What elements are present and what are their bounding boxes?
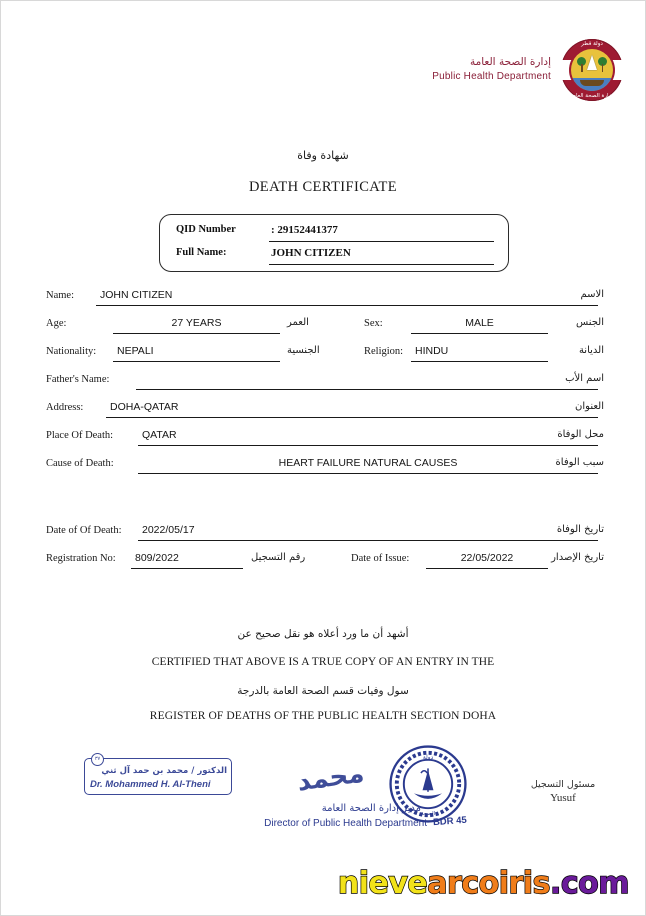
emblem-top-text: دولة قطر: [581, 41, 603, 47]
name-field: [96, 287, 598, 306]
registrar-arabic-label: مسئول التسجيل: [530, 779, 596, 790]
header-arabic-title: إدارة الصحة العامة: [469, 56, 551, 69]
date-of-death-value: 2022/05/17: [142, 524, 195, 536]
father-name-arabic-label: اسم الأب: [565, 373, 604, 384]
certification-line-3-arabic: سول وفيات قسم الصحة العامة بالدرجة: [237, 685, 409, 697]
religion-arabic-label: الديانة: [578, 345, 604, 356]
full-name-field: [269, 245, 494, 265]
emblem-trunk-left: [581, 64, 583, 72]
date-of-issue-value: 22/05/2022: [460, 552, 514, 564]
name-label: Name:: [46, 290, 74, 301]
field-row-registration-issue: [46, 550, 626, 572]
qid-number-value: : 29152441377: [271, 224, 338, 236]
cause-of-death-value: HEART FAILURE NATURAL CAUSES: [278, 457, 458, 469]
certification-line-1-arabic: أشهد أن ما ورد أعلاه هو نقل صحيح عن: [237, 628, 409, 640]
watermark-part-2: arcoiris: [427, 866, 550, 901]
name-arabic-label: الاسم: [580, 289, 604, 300]
full-name-row: [176, 245, 498, 267]
address-arabic-label: العنوان: [575, 401, 604, 412]
father-name-field: [136, 371, 598, 390]
age-arabic-label: العمر: [287, 317, 309, 328]
field-row-age-sex: [46, 315, 626, 337]
doctor-stamp: [84, 758, 232, 795]
certification-line-2-english: CERTIFIED THAT ABOVE IS A TRUE COPY OF AN ENTRY IN THE: [151, 656, 495, 668]
nationality-field: [113, 343, 280, 362]
cause-of-death-label: Cause of Death:: [46, 458, 114, 469]
qid-number-label: QID Number: [176, 224, 236, 235]
emblem-dhow-hull-icon: [580, 80, 604, 86]
certificate-title-english: DEATH CERTIFICATE: [248, 179, 398, 195]
cause-of-death-field: [138, 455, 598, 474]
registration-no-arabic-label: رقم التسجيل: [251, 552, 306, 563]
place-of-death-field: [138, 427, 598, 446]
field-row-father-name: [46, 371, 626, 393]
field-row-date-of-death: [46, 522, 626, 544]
watermark-part-1: nieve: [337, 866, 428, 901]
emblem-trunk-right: [602, 64, 604, 72]
svg-text:دولة: دولة: [422, 755, 434, 762]
doctor-stamp-arabic: الدكتور / محمد بن حمد آل ثني: [101, 766, 227, 776]
date-of-issue-field: [426, 550, 548, 569]
age-field: [113, 315, 280, 334]
document-header: [432, 39, 623, 101]
sex-arabic-label: الجنس: [575, 317, 604, 328]
father-name-label: Father's Name:: [46, 374, 110, 385]
field-row-address: [46, 399, 626, 421]
registrar-block: [503, 779, 623, 804]
nationality-label: Nationality:: [46, 346, 97, 357]
director-arabic-label: مدير إدارة الصحة العامة: [321, 803, 421, 814]
date-of-death-field: [138, 522, 598, 541]
registration-no-field: [131, 550, 243, 569]
nationality-arabic-label: الجنسية: [287, 345, 320, 356]
address-value: DOHA-QATAR: [110, 401, 179, 413]
field-row-cause-of-death: [46, 455, 626, 477]
qid-number-field: [269, 222, 494, 242]
religion-field: [411, 343, 548, 362]
date-of-death-label: Date of Of Death:: [46, 525, 122, 536]
religion-label: Religion:: [364, 346, 404, 357]
site-watermark: [338, 866, 629, 901]
place-of-death-value: QATAR: [142, 429, 177, 441]
nationality-value: NEPALI: [117, 345, 154, 357]
field-row-nationality-religion: [46, 343, 626, 365]
cause-of-death-arabic-label: سبب الوفاة: [555, 457, 604, 468]
emblem-bottom-text: وزارة الصحة العامة: [570, 93, 614, 99]
address-label: Address:: [46, 402, 84, 413]
age-value: 27 YEARS: [171, 317, 222, 329]
sex-label: Sex:: [364, 318, 383, 329]
date-of-death-arabic-label: تاريخ الوفاة: [556, 524, 604, 535]
full-name-value: JOHN CITIZEN: [271, 247, 351, 259]
header-english-title: Public Health Department: [432, 71, 551, 83]
full-name-label: Full Name:: [176, 247, 227, 258]
age-label: Age:: [46, 318, 67, 329]
field-row-place-of-death: [46, 427, 626, 449]
qatar-emblem-icon: [561, 39, 623, 101]
address-field: [106, 399, 598, 418]
sex-value: MALE: [465, 317, 494, 329]
seal-code: BDR 45: [432, 814, 468, 829]
doctor-stamp-badge-icon: ٣٧: [91, 753, 104, 766]
place-of-death-label: Place Of Death:: [46, 430, 114, 441]
certification-line-4-english: REGISTER OF DEATHS OF THE PUBLIC HEALTH SECTION DOHA: [149, 710, 497, 722]
sex-field: [411, 315, 548, 334]
name-value: JOHN CITIZEN: [100, 289, 173, 301]
director-english-label: Director of Public Health Department: [264, 818, 427, 829]
director-signature: محمد: [295, 758, 367, 798]
registration-no-label: Registration No:: [46, 553, 116, 564]
qid-info-box: [159, 214, 509, 272]
registrar-name: Yusuf: [550, 792, 576, 804]
doctor-stamp-english: Dr. Mohammed H. Al-Theni: [90, 779, 211, 790]
registration-no-value: 809/2022: [135, 552, 179, 564]
emblem-inner-disc: [571, 49, 613, 91]
religion-value: HINDU: [415, 345, 449, 357]
field-row-name: [46, 287, 626, 309]
header-text-block: [432, 55, 551, 85]
certificate-title-arabic: شهادة وفاة: [297, 149, 349, 162]
place-of-death-arabic-label: محل الوفاة: [557, 429, 604, 440]
emblem-dhow-sail-icon: [587, 55, 597, 70]
qid-number-row: [176, 222, 498, 244]
watermark-part-3: .com: [549, 866, 629, 901]
date-of-issue-arabic-label: تاريخ الإصدار: [551, 552, 604, 563]
date-of-issue-label: Date of Issue:: [351, 553, 410, 564]
svg-text:الصحة: الصحة: [420, 811, 436, 818]
